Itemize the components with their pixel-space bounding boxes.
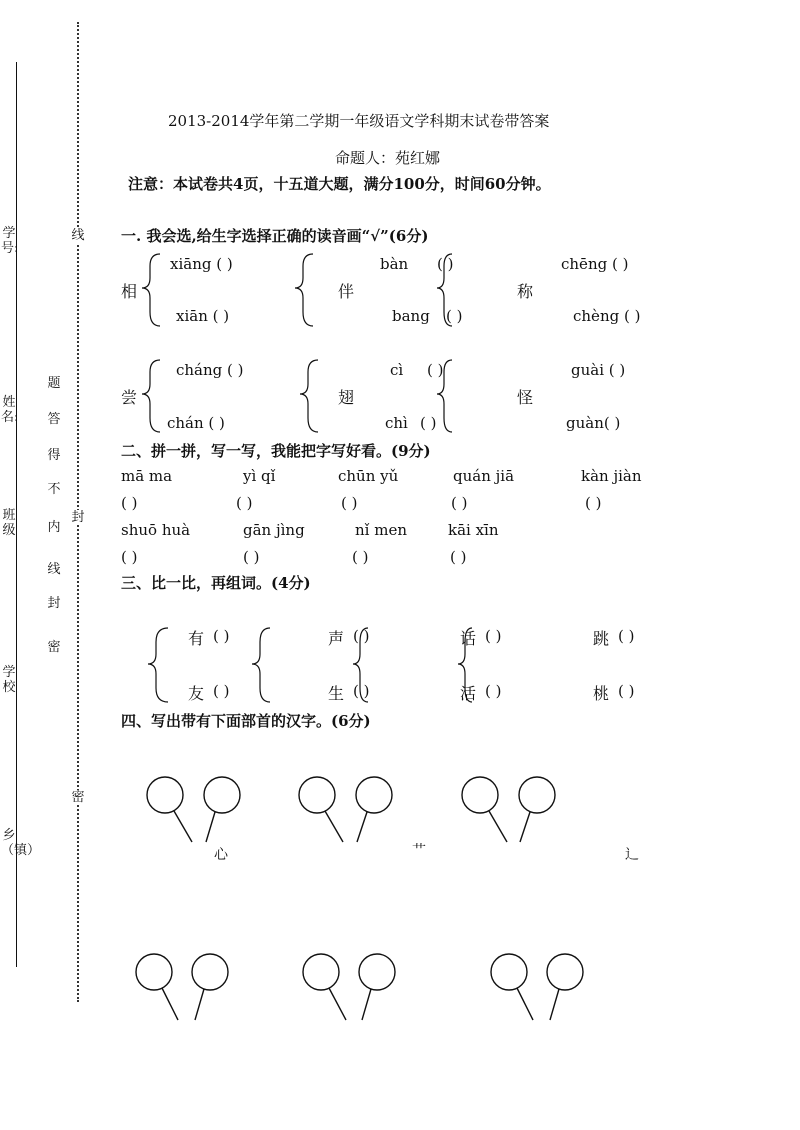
question-4-heading: 四、写出带有下面部首的汉字。(6分): [121, 712, 371, 730]
answer-blank[interactable]: ( ): [485, 627, 502, 645]
answer-blank[interactable]: ( ): [618, 627, 635, 645]
compare-char: 活: [460, 684, 477, 703]
radical-label: 心: [214, 847, 228, 863]
answer-blank[interactable]: ( ): [213, 682, 230, 700]
author-line: 命题人：苑红娜: [335, 149, 441, 167]
compare-char: 有: [188, 629, 205, 648]
q1-paren[interactable]: ( ): [420, 414, 437, 432]
compare-char: 声: [328, 629, 345, 648]
pinyin-word: chūn yǔ: [338, 467, 399, 485]
q1-option[interactable]: guài ( ): [571, 361, 626, 379]
answer-blank[interactable]: ( ): [236, 494, 253, 512]
answer-blank[interactable]: ( ): [618, 682, 635, 700]
q1-option[interactable]: cì: [390, 361, 404, 379]
page-title: 2013-2014学年第二学期一年级语文学科期末试卷带答案: [168, 112, 550, 130]
balloon-pair: [491, 954, 583, 1020]
question-2-heading: 二、拼一拼，写一写，我能把字写好看。(9分): [121, 442, 431, 460]
balloon-pair: [147, 777, 240, 842]
seal-char: 答: [47, 412, 61, 427]
seal-char: 题: [47, 376, 61, 391]
seal-char: 密: [47, 640, 61, 655]
answer-blank[interactable]: ( ): [341, 494, 358, 512]
pinyin-word: nǐ men: [355, 521, 407, 539]
balloon-pair: [299, 777, 392, 842]
pinyin-word: gān jìng: [243, 521, 305, 539]
question-1-heading: 一. 我会选,给生字选择正确的读音画“√”(6分): [121, 227, 429, 245]
q1-char: 翅: [338, 388, 355, 407]
seal-char: 封: [47, 596, 61, 611]
q1-option[interactable]: xiāng ( ): [170, 255, 233, 273]
q1-option[interactable]: bàn: [380, 255, 409, 273]
question-3-heading: 三、比一比，再组词。(4分): [121, 574, 311, 592]
answer-blank[interactable]: ( ): [243, 548, 260, 566]
seal-char: 封: [71, 510, 85, 525]
q1-option[interactable]: chì: [385, 414, 408, 432]
q1-char: 尝: [121, 388, 138, 407]
answer-blank[interactable]: ( ): [353, 627, 370, 645]
answer-blank[interactable]: ( ): [451, 494, 468, 512]
q1-option[interactable]: bang: [392, 307, 430, 325]
margin-label-name: 姓名:: [1, 395, 19, 425]
seal-char: 得: [47, 448, 61, 463]
balloon-pair: [303, 954, 395, 1020]
answer-blank[interactable]: ( ): [352, 548, 369, 566]
q1-char: 称: [517, 282, 534, 301]
answer-blank[interactable]: ( ): [213, 627, 230, 645]
radical-label: 艹: [412, 843, 426, 859]
q1-paren[interactable]: ( ): [446, 307, 463, 325]
q1-option[interactable]: chán ( ): [167, 414, 225, 432]
q1-option[interactable]: chèng ( ): [573, 307, 641, 325]
margin-label-school: 学校: [2, 665, 16, 695]
margin-label-class: 班级: [2, 508, 16, 538]
balloon-pair: [136, 954, 228, 1020]
pinyin-word: kāi xīn: [448, 521, 499, 539]
seal-char: 线: [71, 228, 85, 243]
pinyin-word: quán jiā: [453, 467, 515, 485]
seal-char: 内: [47, 520, 61, 535]
margin-label-town: 乡（镇）: [1, 828, 41, 858]
seal-char: 不: [47, 482, 61, 497]
q1-paren[interactable]: ( ): [427, 361, 444, 379]
answer-blank[interactable]: ( ): [485, 682, 502, 700]
q1-paren[interactable]: ( ): [437, 255, 454, 273]
answer-blank[interactable]: ( ): [450, 548, 467, 566]
compare-char: 跳: [593, 629, 610, 648]
answer-blank[interactable]: ( ): [353, 682, 370, 700]
q1-option[interactable]: guàn( ): [566, 414, 621, 432]
seal-char: 密: [71, 790, 85, 805]
answer-blank[interactable]: ( ): [121, 548, 138, 566]
answer-blank[interactable]: ( ): [121, 494, 138, 512]
q1-option[interactable]: xiān ( ): [176, 307, 230, 325]
compare-char: 生: [328, 684, 345, 703]
balloon-pair: [462, 777, 555, 842]
compare-char: 友: [188, 684, 205, 703]
q1-option[interactable]: cháng ( ): [176, 361, 244, 379]
pinyin-word: shuō huà: [121, 521, 191, 539]
compare-char: 话: [460, 629, 477, 648]
q1-char: 相: [121, 282, 138, 301]
pinyin-word: yì qǐ: [243, 467, 276, 485]
q1-char: 怪: [517, 388, 534, 407]
exam-notice: 注意：本试卷共4页，十五道大题，满分100分，时间60分钟。: [128, 175, 551, 193]
radical-label: 辶: [625, 847, 639, 863]
pinyin-word: mā ma: [121, 467, 173, 485]
margin-label-student-id: 学号:: [1, 226, 19, 256]
compare-char: 桃: [593, 684, 610, 703]
seal-char: 线: [47, 562, 61, 577]
q1-char: 伴: [338, 282, 355, 301]
pinyin-word: kàn jiàn: [581, 467, 642, 485]
answer-blank[interactable]: ( ): [585, 494, 602, 512]
q1-option[interactable]: chēng ( ): [561, 255, 629, 273]
